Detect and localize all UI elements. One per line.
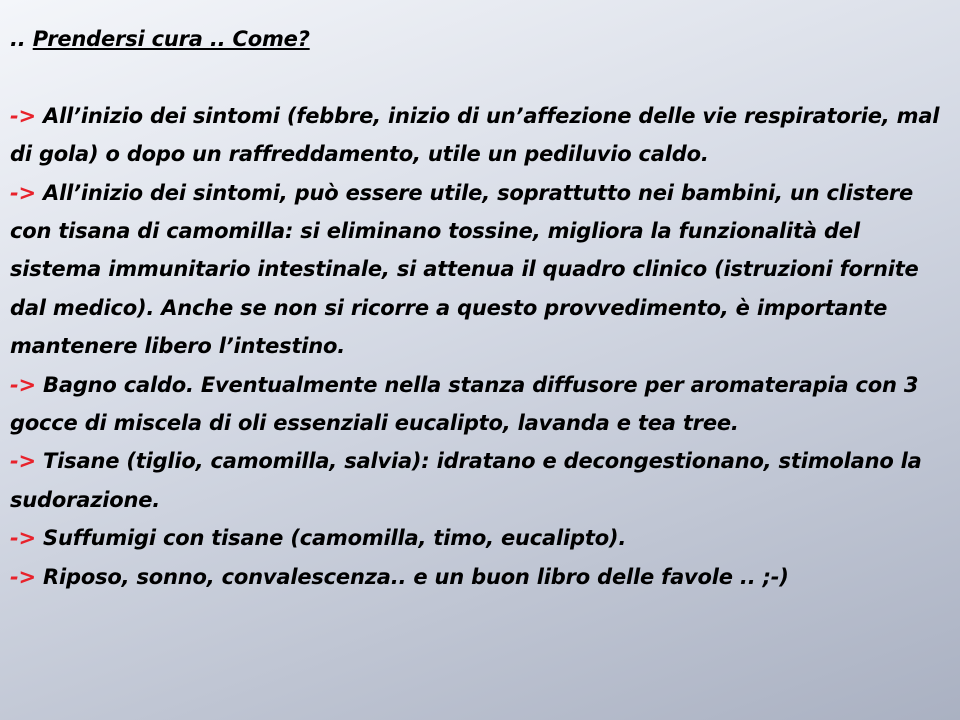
list-item xyxy=(10,442,952,519)
list-item xyxy=(10,366,952,443)
list-item xyxy=(10,519,952,557)
list-item-text: Tisane (tiglio, camomilla, salvia): idratano e decongestionano, stimolano la sudorazione. xyxy=(10,449,922,512)
list-item xyxy=(10,97,952,174)
slide-title xyxy=(10,20,952,58)
title-spacer xyxy=(10,58,952,96)
title-prefix: .. xyxy=(10,27,26,51)
arrow-marker: -> xyxy=(10,564,36,589)
arrow-marker: -> xyxy=(10,180,36,205)
arrow-marker: -> xyxy=(10,526,36,551)
arrow-marker: -> xyxy=(10,372,36,397)
slide-content xyxy=(10,20,952,596)
list-item xyxy=(10,558,952,596)
list-item-text: All’inizio dei sintomi (febbre, inizio di un’affezione delle vie respiratorie, mal di gola) o dopo un raffreddamento, utile un pediluvio caldo. xyxy=(10,103,940,167)
list-item-text: Riposo, sonno, convalescenza.. e un buon libro delle favole .. ;-) xyxy=(43,564,789,589)
list-item xyxy=(10,174,952,366)
title-text: Prendersi cura .. Come? xyxy=(32,27,310,51)
list-item-text: Bagno caldo. Eventualmente nella stanza diffusore per aromaterapia con 3 gocce di miscela di oli essenziali eucalipto, lavanda e tea tree. xyxy=(10,372,919,436)
list-item-text: All’inizio dei sintomi, può essere utile, soprattutto nei bambini, un clistere con tisana di camomilla: si eliminano tossine, migliora la funzionalità del sistema immunitario intestinale, si attenua il quadro clinico (istruzioni fornite dal medico). Anche se non si ricorre a questo provvedimento, è importante mantenere libero l’intestino. xyxy=(10,180,919,359)
arrow-marker: -> xyxy=(10,103,36,128)
arrow-marker: -> xyxy=(10,449,36,474)
list-item-text: Suffumigi con tisane (camomilla, timo, eucalipto). xyxy=(43,526,627,551)
